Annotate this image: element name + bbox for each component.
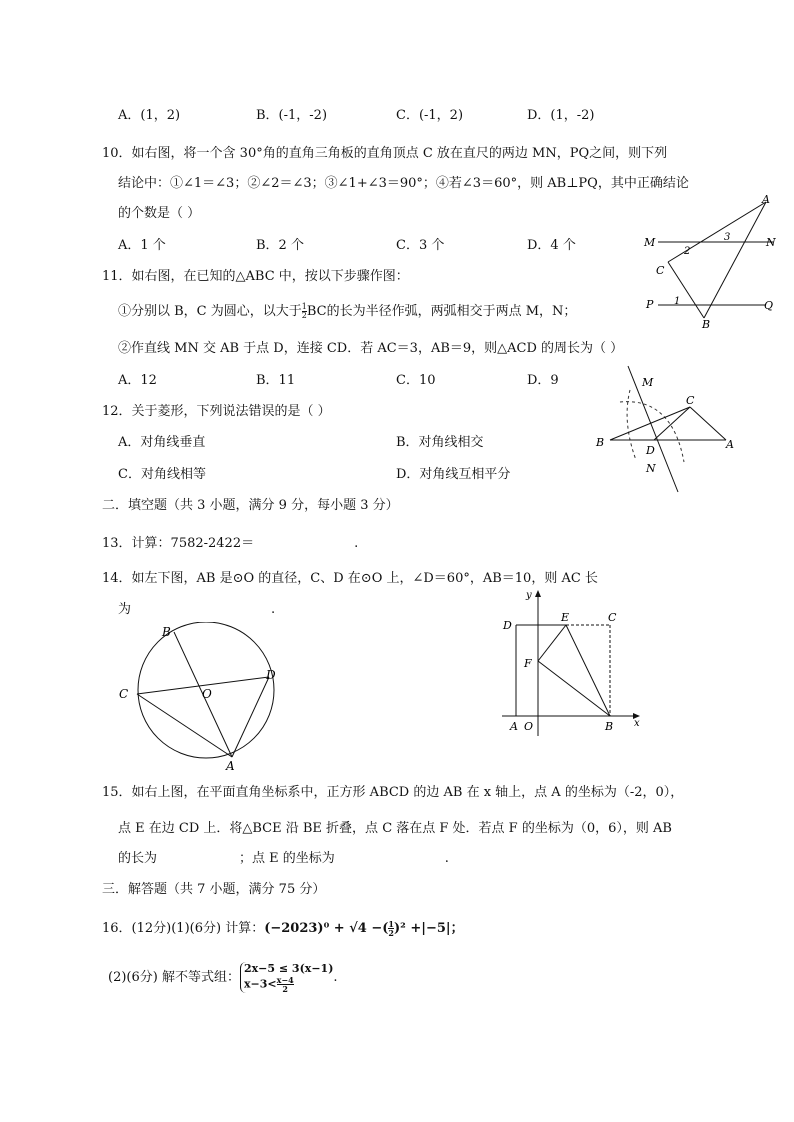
label-d: D [646,444,655,457]
label-o: O [202,687,212,701]
segment-ac [668,202,766,262]
label-b: B [702,318,711,331]
label-o: O [524,720,534,733]
q13-text: 13．计算：7582-2422＝ [102,536,255,551]
label-angle-2: 2 [684,246,691,257]
label-c: C [686,394,695,407]
q14-line-2 [118,601,275,619]
label-a: A [226,759,235,773]
q10-line-2: 结论中：①∠1＝∠3；②∠2＝∠3；③∠1+∠3＝90°；④若∠3＝60°，则 AB⊥PQ，其中正确结论 [118,176,689,191]
q11-line-2-start: ①分别以 B，C 为圆心，以大于 [118,304,302,319]
fold-be [566,625,610,716]
label-q: Q [764,299,774,312]
q16-frac-den: 2 [388,928,394,938]
q15-line-3-mid: ；点 E 的坐标为 [239,851,335,866]
label-a: A [510,720,518,733]
q13 [102,535,358,553]
q9-option-b: B．(-1，-2) [256,108,328,123]
segment-ab [704,202,766,318]
q16-part-1 [102,920,464,938]
label-m: M [644,236,656,249]
label-x: x [634,718,640,729]
q11-frac-den: 2 [301,311,307,320]
q14-end: . [271,602,276,617]
segment-cd [654,407,690,440]
q11-frac-num: 1 [301,302,307,311]
q12-option-a: A．对角线垂直 [118,435,206,450]
q11-option-d: D．9 [527,373,559,388]
label-e: E [561,611,570,624]
q10-option-c: C．3 个 [396,238,445,253]
q12-stem: 12．关于菱形，下列说法错误的是（ ） [102,404,331,419]
q16-inequality-2 [244,976,333,993]
q11-option-c: C．10 [396,373,436,388]
chord-da [232,677,269,757]
q12-option-d: D．对角线互相平分 [396,467,511,482]
q10-option-b: B．2 个 [256,238,304,253]
q16-frac-num: 1 [388,919,394,929]
q13-end: . [354,536,359,551]
q14-line-2-text: 为 [118,602,132,617]
q9-option-c: C．(-1，2) [396,108,464,123]
q14-line-1: 14．如左下图，AB 是⊙O 的直径，C、D 在⊙O 上，∠D＝60°，AB＝10，则 AC 长 [102,571,598,586]
label-n: N [766,236,776,249]
section-3-heading: 三．解答题（共 7 小题，满分 75 分） [102,882,326,897]
q11-option-b: B．11 [256,373,296,388]
label-angle-3: 3 [724,232,731,243]
q16-ineq-frac-num: x−4 [276,975,294,985]
label-angle-1: 1 [674,296,681,307]
q15-line-3 [118,850,449,868]
label-c: C [608,611,617,624]
q10-line-1: 10．如右图，将一个含 30°角的直角三角板的直角顶点 C 放在直尺的两边 MN，PQ之间，则下列 [102,146,668,161]
q11-line-2-end: BC的长为半径作弧，两弧相交于两点 M，N； [306,304,577,319]
q10-line-3: 的个数是（ ） [118,206,201,221]
q16-part-1-expr: (−2023)⁰ + √4 −( [264,921,389,936]
q12-option-b: B．对角线相交 [396,435,484,450]
label-a: A [762,193,770,206]
label-d: D [266,668,276,682]
q11-line-2 [118,303,576,321]
q10-option-d: D．4 个 [527,238,576,253]
segment-ef [538,625,566,661]
q9-option-a: A．(1，2) [118,108,181,123]
q14-figure [112,622,298,774]
label-n: N [646,462,656,475]
label-b: B [605,720,614,733]
segment-cb [668,262,704,318]
arc-left [627,390,636,460]
segment-ca [690,407,726,440]
label-p: P [646,298,654,311]
q15-line-3-start: 的长为 [118,851,158,866]
label-b: B [596,436,605,449]
label-c: C [656,264,665,277]
y-axis-arrow [535,590,541,597]
q16-inequality-1: 2x−5 ≤ 3(x−1) [243,962,334,975]
label-m: M [642,376,654,389]
segment-bc [610,407,690,440]
q11-line-1: 11．如右图，在已知的△ABC 中，按以下步骤作图： [102,269,409,284]
q16-inequality-2-left: x−3< [243,977,277,991]
label-c: C [119,687,129,701]
q16-part-1-prefix: 16．(12分)(1)(6分) 计算： [102,921,265,936]
q15-end: . [444,851,449,866]
q15-line-2: 点 E 在边 CD 上．将△BCE 沿 BE 折叠，点 C 落在点 F 处．若点 F 的坐标为（0，6），则 AB [118,821,672,836]
q16-inequality-2-fraction [277,976,294,993]
q16-end: . [333,970,338,985]
segment-fb [538,661,610,716]
label-b: B [162,625,171,639]
q9-option-d: D．(1，-2) [527,108,595,123]
q16-part-1-tail: )² +|−5|； [393,921,464,936]
q11-figure [592,362,742,497]
q15-line-1: 15．如右上图，在平面直角坐标系中，正方形 ABCD 的边 AB 在 x 轴上，点 A 的坐标为（-2，0）， [102,785,684,800]
label-f: F [524,657,532,670]
q16-part-2 [108,962,338,993]
label-y: y [526,590,532,601]
q12-option-c: C．对角线相等 [118,467,206,482]
q11-line-3: ②作直线 MN 交 AB 于点 D，连接 CD．若 AC＝3，AB＝9，则△ACD 的周长为（ ） [118,341,624,356]
q10-option-a: A．1 个 [118,238,166,253]
q16-part-2-prefix: (2)(6分) 解不等式组： [108,970,240,985]
q15-figure [498,588,646,740]
q11-option-a: A．12 [118,373,157,388]
label-a: A [726,438,734,451]
q10-figure [636,190,786,335]
q16-ineq-frac-den: 2 [282,984,288,994]
label-d: D [503,619,512,632]
section-2-heading: 二．填空题（共 3 小题，满分 9 分，每小题 3 分） [102,498,399,513]
q16-inequality-system [240,962,333,993]
